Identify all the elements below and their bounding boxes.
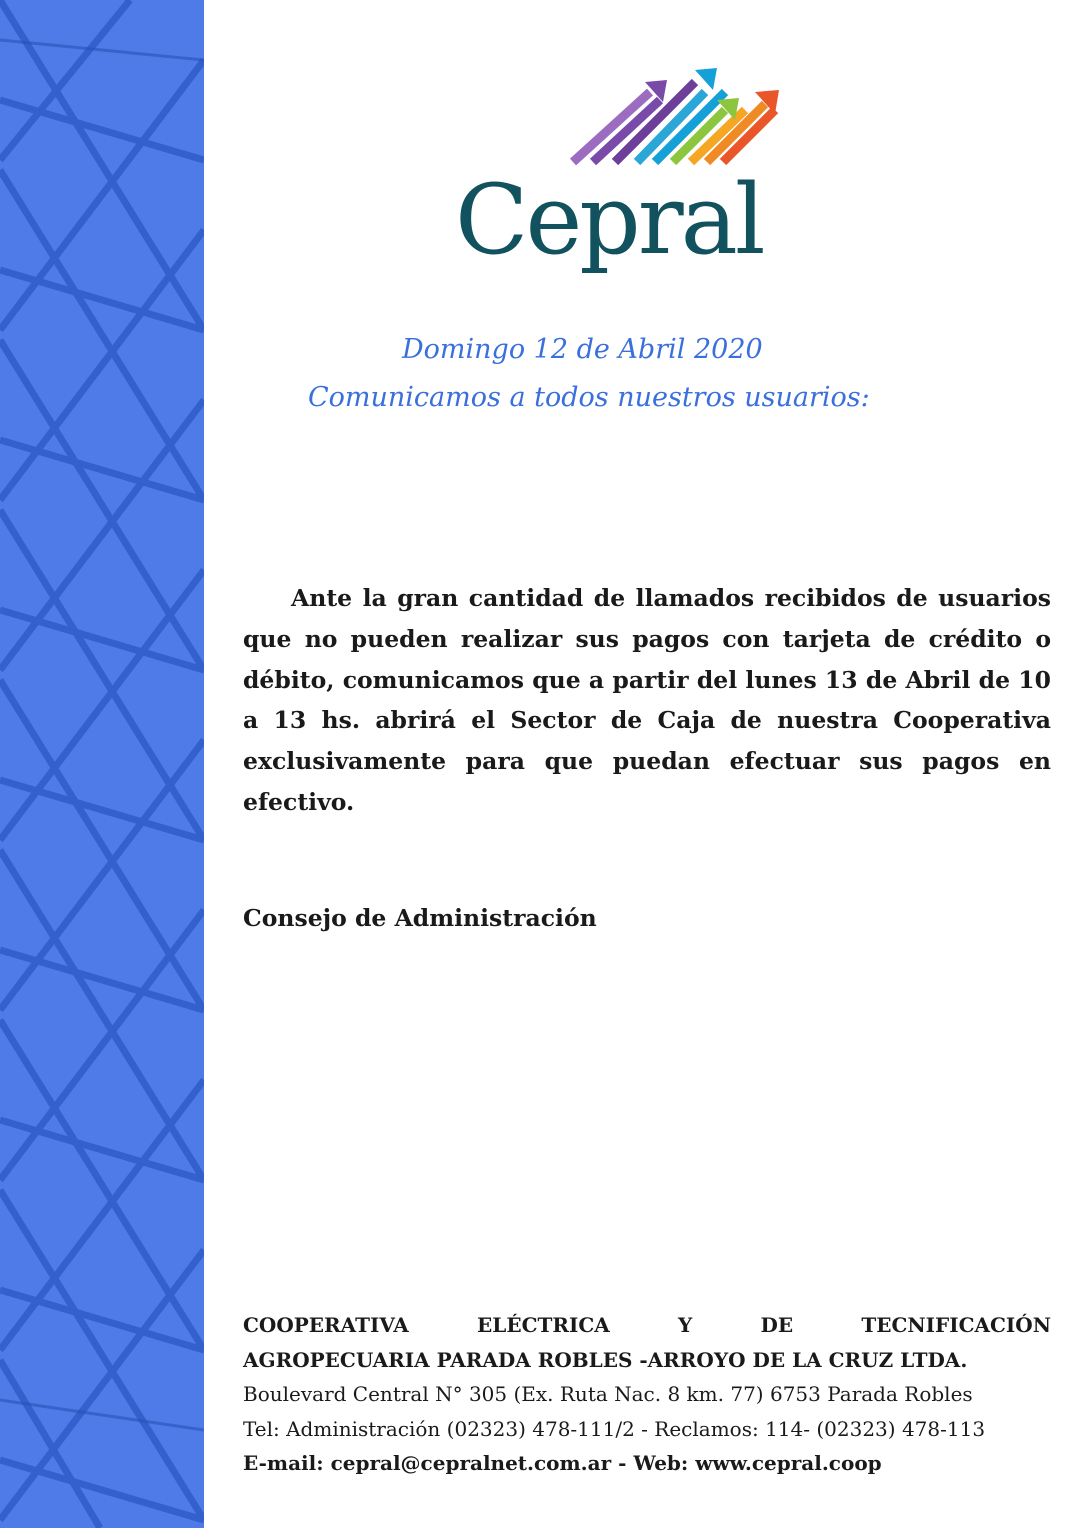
org-name-line-2: AGROPECUARIA PARADA ROBLES -ARROYO DE LA CRUZ LTDA. — [243, 1347, 968, 1372]
org-word: ELÉCTRICA — [477, 1313, 610, 1337]
logo-wordmark: Cepral — [455, 164, 763, 276]
contact-email-web: E-mail: cepral@cepralnet.com.ar - Web: www.cepral.coop — [243, 1451, 882, 1475]
org-word: Y — [678, 1313, 693, 1337]
org-word: COOPERATIVA — [243, 1313, 409, 1337]
cepral-logo — [455, 62, 795, 276]
org-name-line-1 — [243, 1308, 1051, 1343]
address: Boulevard Central N° 305 (Ex. Ruta Nac. 8 km. 77) 6753 Parada Robles — [243, 1382, 973, 1406]
signature: Consejo de Administración — [243, 904, 597, 932]
phone-numbers: Tel: Administración (02323) 478-111/2 - Reclamos: 114- (02323) 478-113 — [243, 1416, 986, 1441]
decorative-side-panel — [0, 0, 204, 1528]
notice-body: Ante la gran cantidad de llamados recibidos de usuarios que no pueden realizar sus pagos con tarjeta de crédito o débito, comunicamos que a partir del lunes 13 de Abril de 10 a 13 hs. abrirá el Sector de Caja de nuestra Cooperativa exclusivamente para que puedan efectuar sus pagos en efectivo. — [243, 584, 1051, 816]
org-word: TECNIFICACIÓN — [861, 1313, 1051, 1337]
notice-date: Domingo 12 de Abril 2020 — [402, 334, 763, 365]
notice-intro: Comunicamos a todos nuestros usuarios: — [308, 382, 870, 413]
colored-arrows-icon — [555, 62, 785, 172]
org-word: DE — [760, 1313, 794, 1337]
footer — [243, 1308, 1051, 1481]
triangle-lattice-pattern — [0, 0, 204, 1528]
